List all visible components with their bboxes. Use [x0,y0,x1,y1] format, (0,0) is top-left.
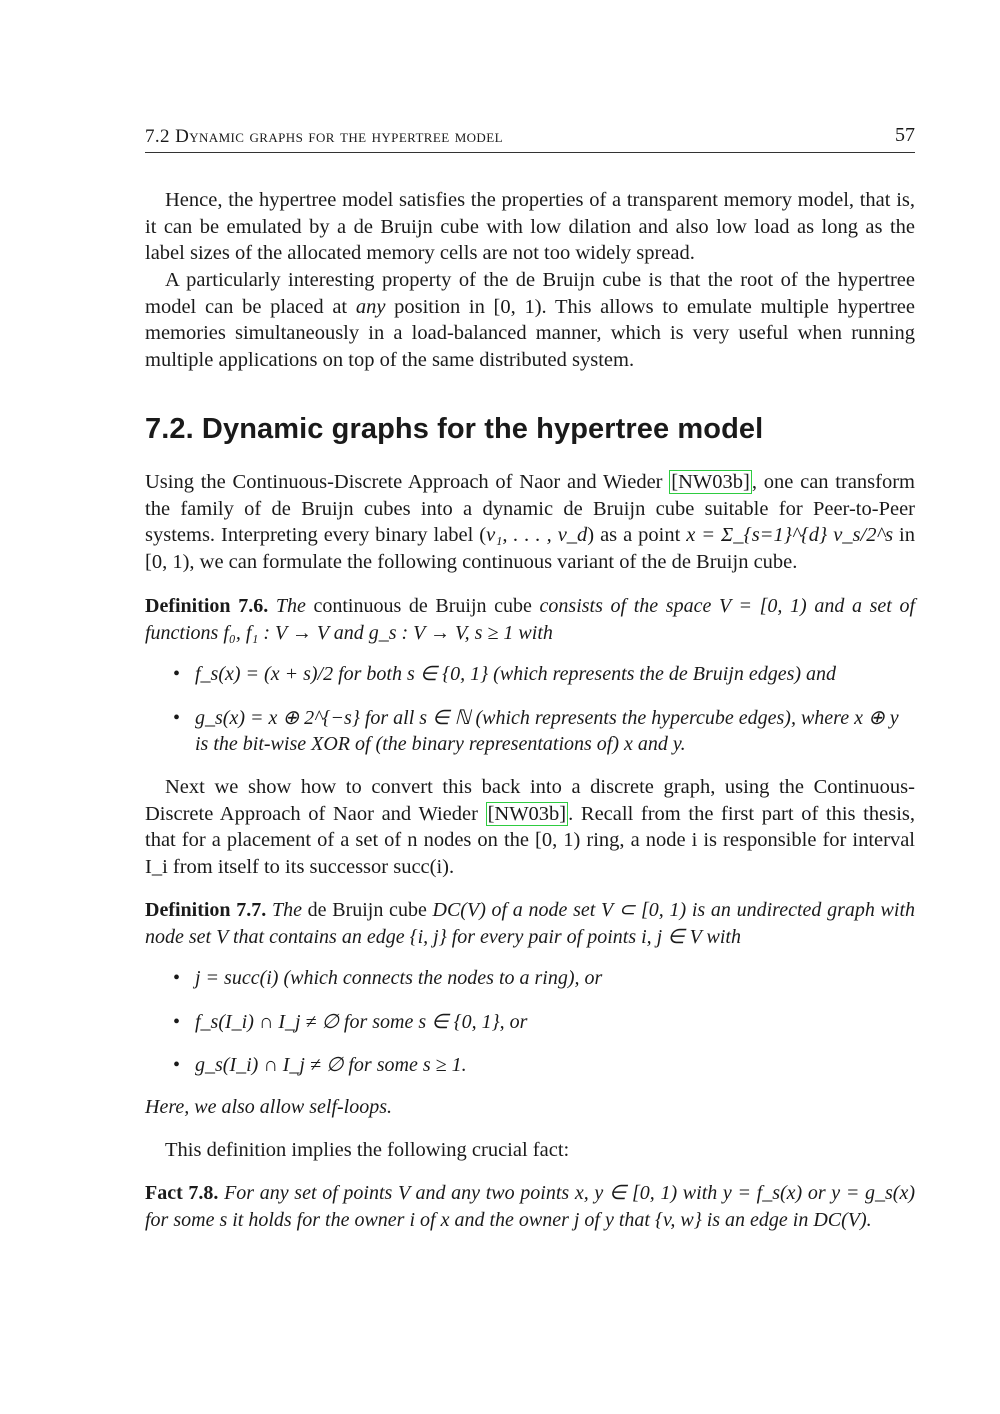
fact-7-8 [145,1180,915,1233]
definition-7-7-note: Here, we also allow self-loops. [145,1096,393,1118]
list-item [145,1052,915,1079]
list-item [145,661,915,688]
definition-label: Definition 7.7. [145,899,267,921]
definition-term: de Bruijn cube [307,899,427,921]
definition-7-7-part-a: The [266,899,308,921]
section-heading: 7.2. Dynamic graphs for the hypertree model [145,413,764,445]
citation-link[interactable]: [NW03b] [487,802,567,825]
list-item-text: f_s(x) = (x + s)/2 for both s ∈ {0, 1} (which represents the de Bruijn edges) and [195,663,837,685]
fact-text: For any set of points V and any two points x, y ∈ [0, 1) with y = f_s(x) or y = g_s(x) for some s it holds for the owner i of x and the owner j of y that {v, w} is an edge in DC(V). [145,1182,915,1231]
bullet-icon: • [173,1054,181,1076]
paragraph-2 [145,267,915,373]
definition-7-6-part-b: consists of the space V = [0, 1) and a set of functions f₀, f₁ : V → V and g_s : V → V, s ≥ 1 with [145,595,916,644]
definition-7-7-part-b: DC(V) of a node set V ⊂ [0, 1) is an undirected graph with node set V that contains an edge {i, j} for every pair of points i, j ∈ V with [145,899,916,948]
list-item [145,1009,915,1036]
list-item [145,705,915,758]
paragraph-3-part-d: in [0, 1), we can formulate the following continuous variant of the de Bruijn cube. [145,524,915,573]
point-formula-math: x = Σ_{s=1}^{d} v_s/2^s [686,524,894,546]
paragraph-2-part-a: A particularly interesting property of the de Bruijn cube is that the root of the hypertree model can be placed at [145,269,915,318]
header-section [145,126,503,148]
definition-7-7-list [145,965,915,1079]
paragraph-4 [145,774,915,880]
emphasis-any: any [355,295,386,318]
header-section-title: Dynamic graphs for the hypertree model [175,126,503,147]
definition-7-7 [145,897,915,950]
definition-term: continuous de Bruijn cube [313,595,532,617]
bullet-icon: • [173,706,181,729]
bullet-icon: • [173,967,181,989]
bullet-icon: • [173,663,181,685]
definition-label: Definition 7.6. [145,595,269,617]
running-header [145,124,915,153]
paragraph-4-part-a: Next we show how to convert this back into a discrete graph, using the Continuous-Discrete Approach of Naor and Wieder [145,776,915,825]
list-item-text: g_s(I_i) ∩ I_j ≠ ∅ for some s ≥ 1. [195,1054,467,1076]
header-section-number: 7.2 [145,126,170,147]
paragraph-2-part-b: position in [0, 1). This allows to emulate multiple hypertree memories simultaneously in a load-balanced manner, which is very useful when running multiple applications on top of the same distributed system. [145,295,915,371]
definition-7-6-list [145,661,915,758]
definition-7-6 [145,593,915,646]
page-number: 57 [895,124,915,146]
fact-label: Fact 7.8. [145,1182,219,1204]
list-item-text: f_s(I_i) ∩ I_j ≠ ∅ for some s ∈ {0, 1}, or [195,1010,528,1033]
list-item [145,965,915,992]
paragraph-3 [145,469,915,575]
paragraph-3-part-c: ) as a point [587,524,687,546]
list-item-text: j = succ(i) (which connects the nodes to a ring), or [195,967,603,989]
binary-label-math: v₁, . . . , v_d [486,524,588,546]
paragraph-3-part-a: Using the Continuous-Discrete Approach of Naor and Wieder [145,471,670,493]
citation-link[interactable]: [NW03b] [671,471,750,493]
list-item-text: g_s(x) = x ⊕ 2^{−s} for all s ∈ ℕ (which represents the hypercube edges), where x ⊕ y is the bit-wise XOR of (the binary representations of) x and y. [195,706,899,755]
paragraph-5: This definition implies the following crucial fact: [165,1139,570,1161]
paragraph-4-part-b: . Recall from the first part of this thesis, that for a placement of a set of n nodes on the [0, 1) ring, a node i is responsible for interval I_i from itself to its successor succ(i). [145,802,915,878]
paragraph-1: Hence, the hypertree model satisfies the properties of a transparent memory model, that is, it can be emulated by a de Bruijn cube with low dilation and also low load as long as the label sizes of the allocated memory cells are not too widely spread. [145,189,915,264]
definition-7-6-part-a: The [268,595,314,617]
paragraph-3-part-b: , one can transform the family of de Bruijn cubes into a dynamic de Bruijn cube suitable for Peer-to-Peer systems. Interpreting every binary label ( [145,471,916,546]
bullet-icon: • [173,1010,181,1033]
